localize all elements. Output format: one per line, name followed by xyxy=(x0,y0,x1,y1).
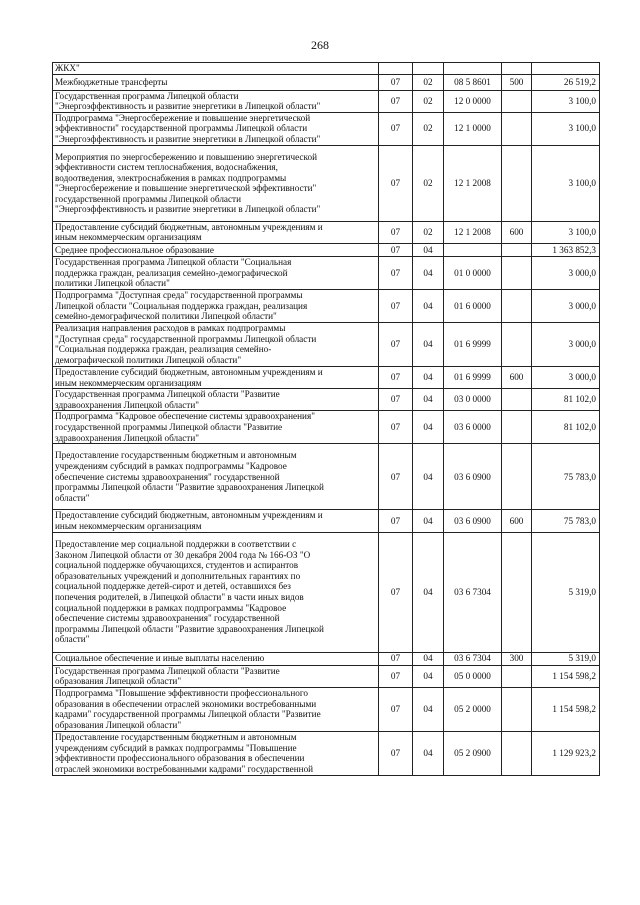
subsection-code: 02 xyxy=(413,90,444,112)
section-code: 07 xyxy=(379,510,413,532)
amount: 1 363 852,3 xyxy=(532,243,600,256)
table-row xyxy=(53,366,600,388)
target-code: 03 6 7304 xyxy=(444,652,502,665)
budget-table xyxy=(52,62,600,776)
table-row xyxy=(53,112,600,145)
expense-type-code xyxy=(502,289,532,322)
amount: 1 154 598,2 xyxy=(532,665,600,687)
table-row xyxy=(53,90,600,112)
target-code: 03 0 0000 xyxy=(444,389,502,411)
subsection-code: 04 xyxy=(413,366,444,388)
section-code: 07 xyxy=(379,687,413,731)
amount: 3 000,0 xyxy=(532,256,600,289)
target-code xyxy=(444,243,502,256)
expense-type-code xyxy=(502,90,532,112)
row-name: Предоставление государственным бюджетным и автономным учреждениям субсидий в рамках подпрограммы "Повышение эффективности профессионального образования в обеспечении отраслей экономики востребованными кадрами" государственной xyxy=(53,731,379,775)
row-name: Предоставление субсидий бюджетным, автономным учреждениям и иным некоммерческим организациям xyxy=(53,221,379,243)
section-code: 07 xyxy=(379,221,413,243)
expense-type-code xyxy=(502,243,532,256)
section-code: 07 xyxy=(379,652,413,665)
page-number: 268 xyxy=(311,38,329,52)
amount: 3 100,0 xyxy=(532,90,600,112)
section-code: 07 xyxy=(379,411,413,444)
subsection-code: 04 xyxy=(413,322,444,366)
target-code: 01 6 9999 xyxy=(444,366,502,388)
target-code: 03 6 7304 xyxy=(444,532,502,652)
section-code: 07 xyxy=(379,289,413,322)
expense-type-code: 500 xyxy=(502,74,532,90)
amount: 1 129 923,2 xyxy=(532,731,600,775)
expense-type-code xyxy=(502,112,532,145)
table-row xyxy=(53,63,600,75)
target-code: 01 6 0000 xyxy=(444,289,502,322)
table-row xyxy=(53,256,600,289)
budget-table-body xyxy=(53,63,600,776)
section-code: 07 xyxy=(379,256,413,289)
row-name: Среднее профессиональное образование xyxy=(53,243,379,256)
target-code: 03 6 0900 xyxy=(444,444,502,510)
table-row xyxy=(53,322,600,366)
table-row xyxy=(53,652,600,665)
amount: 75 783,0 xyxy=(532,510,600,532)
amount xyxy=(532,63,600,75)
target-code: 05 0 0000 xyxy=(444,665,502,687)
section-code: 07 xyxy=(379,389,413,411)
subsection-code: 04 xyxy=(413,687,444,731)
subsection-code: 04 xyxy=(413,665,444,687)
subsection-code: 02 xyxy=(413,221,444,243)
expense-type-code xyxy=(502,687,532,731)
amount: 3 100,0 xyxy=(532,145,600,221)
row-name: Предоставление субсидий бюджетным, автономным учреждениям и иным некоммерческим организациям xyxy=(53,366,379,388)
expense-type-code: 600 xyxy=(502,366,532,388)
expense-type-code xyxy=(502,731,532,775)
row-name: Мероприятия по энергосбережению и повышению энергетической эффективности систем теплоснабжения, водоснабжения, водоотведения, электроснабжения в рамках подпрограммы "Энергосбережение и повышение энергетической эффективности" государственной программы Липецкой области "Энергоэффективность и развитие энергетики в Липецкой области" xyxy=(53,145,379,221)
amount: 3 100,0 xyxy=(532,221,600,243)
subsection-code: 04 xyxy=(413,411,444,444)
target-code: 01 6 9999 xyxy=(444,322,502,366)
section-code: 07 xyxy=(379,90,413,112)
subsection-code xyxy=(413,63,444,75)
row-name: Подпрограмма "Повышение эффективности профессионального образования в обеспечении отраслей экономики востребованными кадрами" государственной программы Липецкой области "Развитие образования Липецкой области" xyxy=(53,687,379,731)
table-row xyxy=(53,665,600,687)
table-row xyxy=(53,687,600,731)
subsection-code: 04 xyxy=(413,243,444,256)
amount: 3 000,0 xyxy=(532,366,600,388)
row-name: Государственная программа Липецкой области "Энергоэффективность и развитие энергетики в Липецкой области" xyxy=(53,90,379,112)
amount: 3 000,0 xyxy=(532,289,600,322)
amount: 26 519,2 xyxy=(532,74,600,90)
subsection-code: 04 xyxy=(413,444,444,510)
section-code: 07 xyxy=(379,74,413,90)
amount: 81 102,0 xyxy=(532,411,600,444)
section-code: 07 xyxy=(379,532,413,652)
expense-type-code xyxy=(502,532,532,652)
subsection-code: 04 xyxy=(413,532,444,652)
subsection-code: 02 xyxy=(413,145,444,221)
subsection-code: 04 xyxy=(413,289,444,322)
amount: 1 154 598,2 xyxy=(532,687,600,731)
amount: 3 000,0 xyxy=(532,322,600,366)
target-code: 01 0 0000 xyxy=(444,256,502,289)
target-code: 03 6 0000 xyxy=(444,411,502,444)
amount: 5 319,0 xyxy=(532,652,600,665)
row-name: Подпрограмма "Доступная среда" государственной программы Липецкой области "Социальная поддержка граждан, реализация семейно-демографической политики Липецкой области" xyxy=(53,289,379,322)
row-name: Реализация направления расходов в рамках подпрограммы "Доступная среда" государственной программы Липецкой области "Социальная поддержка граждан, реализация семейно- демографической политики Липецкой области" xyxy=(53,322,379,366)
expense-type-code xyxy=(502,665,532,687)
expense-type-code: 600 xyxy=(502,221,532,243)
table-row xyxy=(53,532,600,652)
expense-type-code xyxy=(502,145,532,221)
target-code: 12 1 0000 xyxy=(444,112,502,145)
table-row xyxy=(53,731,600,775)
table-row xyxy=(53,243,600,256)
target-code xyxy=(444,63,502,75)
expense-type-code xyxy=(502,322,532,366)
table-row xyxy=(53,444,600,510)
table-row xyxy=(53,389,600,411)
target-code: 12 1 2008 xyxy=(444,221,502,243)
subsection-code: 04 xyxy=(413,731,444,775)
subsection-code: 04 xyxy=(413,510,444,532)
amount: 81 102,0 xyxy=(532,389,600,411)
section-code: 07 xyxy=(379,444,413,510)
expense-type-code xyxy=(502,256,532,289)
subsection-code: 02 xyxy=(413,112,444,145)
section-code: 07 xyxy=(379,731,413,775)
target-code: 12 1 2008 xyxy=(444,145,502,221)
section-code: 07 xyxy=(379,665,413,687)
row-name: Государственная программа Липецкой области "Социальная поддержка граждан, реализация семейно-демографической политики Липецкой области" xyxy=(53,256,379,289)
row-name: Подпрограмма "Энергосбережение и повышение энергетической эффективности" государственной программы Липецкой области "Энергоэффективность и развитие энергетики в Липецкой области" xyxy=(53,112,379,145)
table-row xyxy=(53,510,600,532)
subsection-code: 04 xyxy=(413,256,444,289)
target-code: 03 6 0900 xyxy=(444,510,502,532)
row-name: Предоставление мер социальной поддержки в соответствии с Законом Липецкой области от 30 декабря 2004 года № 166-ОЗ "О социальной поддержке обучающихся, студентов и аспирантов образовательных учреждений и дополнительных гарантиях по социальной поддержке детей-сирот и детей, оставшихся без попечения родителей, в Липецкой области" в части иных видов социальной поддержки в рамках подпрограммы "Кадровое обеспечение системы здравоохранения" государственной программы Липецкой области "Развитие здравоохранения Липецкой области" xyxy=(53,532,379,652)
row-name: Предоставление государственным бюджетным и автономным учреждениям субсидий в рамках подпрограммы "Кадровое обеспечение системы здравоохранения" государственной программы Липецкой области "Развитие здравоохранения Липецкой области" xyxy=(53,444,379,510)
target-code: 05 2 0900 xyxy=(444,731,502,775)
table-row xyxy=(53,145,600,221)
row-name: Подпрограмма "Кадровое обеспечение системы здравоохранения" государственной программы Липецкой области "Развитие здравоохранения Липецкой области" xyxy=(53,411,379,444)
table-row xyxy=(53,289,600,322)
expense-type-code: 600 xyxy=(502,510,532,532)
section-code: 07 xyxy=(379,145,413,221)
row-name: Государственная программа Липецкой области "Развитие образования Липецкой области" xyxy=(53,665,379,687)
expense-type-code xyxy=(502,389,532,411)
row-name: ЖКХ" xyxy=(53,63,379,75)
amount: 3 100,0 xyxy=(532,112,600,145)
section-code: 07 xyxy=(379,366,413,388)
expense-type-code xyxy=(502,63,532,75)
expense-type-code: 300 xyxy=(502,652,532,665)
subsection-code: 02 xyxy=(413,74,444,90)
subsection-code: 04 xyxy=(413,389,444,411)
table-row xyxy=(53,74,600,90)
table-row xyxy=(53,411,600,444)
target-code: 12 0 0000 xyxy=(444,90,502,112)
expense-type-code xyxy=(502,444,532,510)
row-name: Межбюджетные трансферты xyxy=(53,74,379,90)
row-name: Предоставление субсидий бюджетным, автономным учреждениям и иным некоммерческим организациям xyxy=(53,510,379,532)
amount: 75 783,0 xyxy=(532,444,600,510)
expense-type-code xyxy=(502,411,532,444)
section-code: 07 xyxy=(379,112,413,145)
table-row xyxy=(53,221,600,243)
subsection-code: 04 xyxy=(413,652,444,665)
target-code: 05 2 0000 xyxy=(444,687,502,731)
section-code: 07 xyxy=(379,243,413,256)
row-name: Государственная программа Липецкой области "Развитие здравоохранения Липецкой области" xyxy=(53,389,379,411)
row-name: Социальное обеспечение и иные выплаты населению xyxy=(53,652,379,665)
section-code: 07 xyxy=(379,322,413,366)
target-code: 08 5 8601 xyxy=(444,74,502,90)
section-code xyxy=(379,63,413,75)
amount: 5 319,0 xyxy=(532,532,600,652)
